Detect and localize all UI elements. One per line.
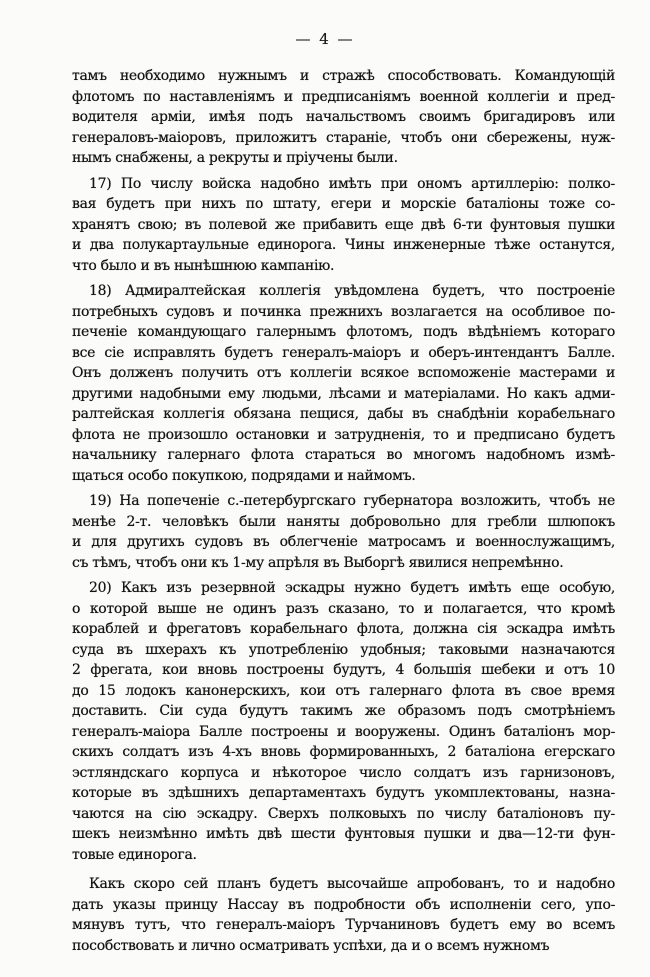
paragraph [72,281,615,486]
text-line: водителя арміи, имѣя подъ начальствомъ своимъ бригадировъ или [72,109,615,125]
text-line: вая будетъ при нихъ по штату, егери и морскіе баталіоны тоже со- [72,196,615,212]
text-line: мянувъ тутъ, что генералъ-маіоръ Турчаниновъ будетъ ему во всемъ [72,917,615,933]
text-line: генераловъ-маіоровъ, приложитъ стараніе, чтобъ они сбережены, нуж- [72,129,615,146]
text-line: флота не произошло остановки и затрудненія, то и предписано будетъ [72,426,615,443]
text-line: нымъ снабжены, а рекруты и пріучены были. [72,150,398,166]
text-line: дать указы принцу Нассау въ подробности объ исполненіи сего, упо- [72,896,615,913]
paragraph [72,578,615,865]
text-line: съ тѣмъ, чтобъ они къ 1-му апрѣля въ Выборгѣ явилися непремѣнно. [72,554,564,571]
paragraph [72,66,615,169]
text-line: все сіе исправлять будетъ генералъ-маіоръ и оберъ-интендантъ Балле. [72,344,615,361]
text-line: тамъ необходимо нужнымъ и стражѣ способствовать. Командующій [72,68,615,84]
text-line: кораблей и фрегатовъ корабельнаго флота, должна сія эскадра имѣть [72,621,615,637]
text-line: генералъ-маіора Балле построены и вооружены. Одинъ баталіонъ мор- [72,723,615,740]
text-line: потребныхъ судовъ и починка прежнихъ возлагается на особливое по- [72,303,615,320]
text-line: чаются на сію эскадру. Сверхъ полковыхъ по числу баталіоновъ пу- [72,805,615,822]
text-line: 17) По числу войска надобно имѣть при ономъ артиллерію: полко- [89,175,615,192]
text-line: флотомъ по наставленіямъ и предписаніямъ военной коллегіи и пред- [72,88,615,105]
text-line: начальнику галернаго флота стараться во многомъ надобномъ измѣ- [72,447,615,463]
text-line: пособствовать и лично осматривать успѣхи, да и о всемъ нужномъ [72,937,550,954]
text-line: товые единорога. [72,846,197,863]
text-line: другими надобными ему людьми, лѣсами и матеріалами. Но какъ адми- [72,385,615,402]
page-number: — 4 — [295,30,355,48]
text-block [72,66,615,956]
text-line: щаться особо покупкою, подрядами и наймомъ. [72,467,416,484]
paragraph [72,491,615,573]
text-line: Онъ долженъ получить отъ коллегіи всякое вспоможеніе мастерами и [72,365,615,381]
text-line: хранятъ свою; въ полевой же прибавить еще двѣ 6-ти фунтовыя пушки [72,216,615,233]
text-line: и два полукартаульные единорога. Чины инженерные тѣже останутся, [72,237,615,253]
text-line: и для другихъ судовъ въ облегченіе матросамъ и военнослужащимъ, [72,534,615,550]
text-line: о которой выше не одинъ разъ сказано, то и полагается, что кромѣ [72,600,615,617]
text-line: менѣе 2-т. человѣкъ были наняты добровольно для гребли шлюпокъ [72,513,615,530]
text-line: 2 фрегата, кои вновь построены будутъ, 4 большія шебеки и отъ 10 [72,662,615,678]
text-line: ралтейская коллегія обязана пещися, дабы въ снабдѣніи корабельнаго [72,406,615,422]
text-line: суда въ шхерахъ къ употребленію удобныя; таковыми назначаются [72,641,615,658]
paragraph [72,874,615,956]
text-line: печеніе командующаго галернымъ флотомъ, подъ вѣдѣніемъ котораго [72,324,615,340]
text-line: 18) Адмиралтейская коллегія увѣдомлена будетъ, что построеніе [89,283,615,299]
text-line: шекъ неизмѣнно имѣть двѣ шести фунтовыя пушки и два—12-ти фун- [72,826,615,842]
text-line: которые въ здѣшнихъ департаментахъ будутъ укомплектованы, назна- [72,785,615,801]
text-line: эстляндскаго корпуса и нѣкоторое число солдатъ изъ гарнизоновъ, [72,764,615,781]
text-line: скихъ солдатъ изъ 4-хъ вновь формированныхъ, 2 баталіона егерскаго [72,744,615,760]
paragraph [72,174,615,277]
text-line: до 15 лодокъ канонерскихъ, кои отъ галернаго флота въ свое время [72,682,615,699]
text-line: что было и въ нынѣшнюю кампанію. [72,257,335,274]
text-line: Какъ скоро сей планъ будетъ высочайше апробованъ, то и надобно [89,876,615,892]
text-line: 19) На попеченіе с.-петербургскаго губернатора возложить, чтобъ не [89,493,615,509]
text-line: доставить. Сіи суда будутъ такимъ же образомъ подъ смотрѣніемъ [72,703,615,719]
text-line: 20) Какъ изъ резервной эскадры нужно будетъ имѣть еще особую, [89,580,615,596]
